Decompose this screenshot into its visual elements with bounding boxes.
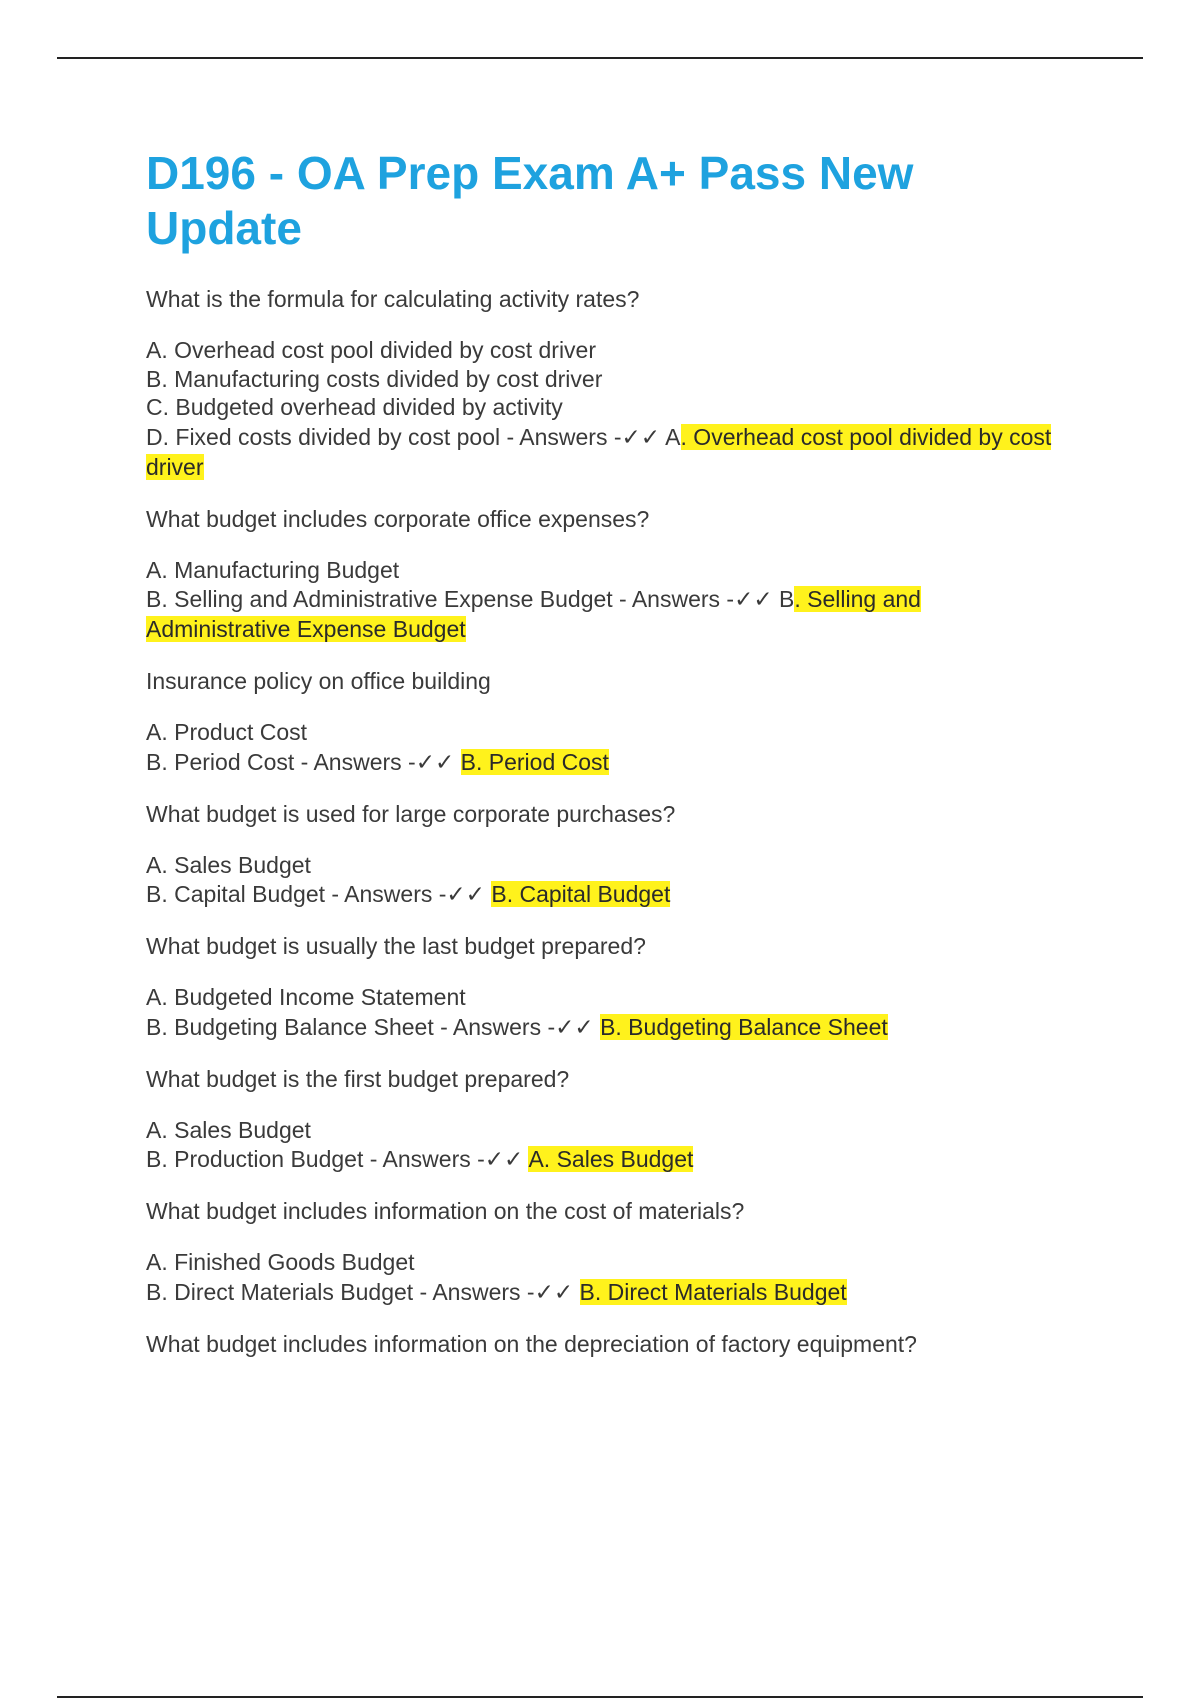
question-text: What budget includes information on the depreciation of factory equipment? — [146, 1330, 917, 1357]
question-text: What is the formula for calculating activity rates? — [146, 286, 640, 312]
options-list — [146, 1116, 1066, 1175]
options-list — [146, 336, 1066, 482]
footer-rule — [57, 1696, 1143, 1698]
option-with-answer — [146, 584, 1066, 644]
options-list — [146, 556, 1066, 645]
answer-highlight: A. Sales Budget — [528, 1146, 694, 1172]
option: C. Budgeted overhead divided by activity — [146, 394, 563, 420]
option-with-answer — [146, 1144, 1066, 1174]
question-block — [146, 666, 1066, 777]
header-rule — [57, 57, 1143, 59]
option-with-answer — [146, 422, 1066, 482]
answer-highlight: B. Budgeting Balance Sheet — [600, 1013, 888, 1040]
options-list — [146, 983, 1066, 1042]
option: A. Finished Goods Budget — [146, 1249, 415, 1275]
document-body — [146, 146, 1066, 1381]
option-with-answer — [146, 879, 1066, 909]
question-block — [146, 284, 1066, 482]
option-text: B. Direct Materials Budget - Answers -✓✓ — [146, 1278, 580, 1305]
option: A. Manufacturing Budget — [146, 556, 400, 583]
answer-highlight: . Overhead cost pool divided by cost driver — [146, 423, 1052, 480]
question-text: What budget is the first budget prepared? — [146, 1065, 570, 1092]
question-text: Insurance policy on office building — [146, 668, 491, 694]
answer-highlight: B. Capital Budget — [491, 881, 671, 907]
question-block — [146, 931, 1066, 1042]
question-text: What budget includes corporate office expenses? — [146, 505, 650, 532]
options-list — [146, 1248, 1066, 1307]
question-text: What budget includes information on the cost of materials? — [146, 1198, 745, 1224]
option: A. Sales Budget — [146, 851, 311, 878]
option-text: B. Capital Budget - Answers -✓✓ — [146, 881, 492, 907]
question-block — [146, 1064, 1066, 1175]
question-block — [146, 1196, 1066, 1307]
options-list — [146, 851, 1066, 910]
option: B. Manufacturing costs divided by cost driver — [146, 365, 603, 392]
option-with-answer — [146, 1277, 1066, 1307]
option-text: B. Selling and Administrative Expense Budget - Answers -✓✓ B — [146, 586, 795, 612]
option-text: B. Production Budget - Answers -✓✓ — [146, 1146, 529, 1172]
question-text: What budget is used for large corporate purchases? — [146, 800, 676, 827]
answer-highlight: . Selling and Administrative Expense Budget — [146, 586, 921, 642]
option: A. Sales Budget — [146, 1116, 311, 1143]
question-block — [146, 1329, 1066, 1359]
document-title: D196 - OA Prep Exam A+ Pass New Update — [146, 147, 914, 254]
option-text: B. Period Cost - Answers -✓✓ — [146, 748, 461, 775]
options-list — [146, 718, 1066, 777]
option-text: B. Budgeting Balance Sheet - Answers -✓✓ — [146, 1013, 601, 1040]
question-text: What budget is usually the last budget prepared? — [146, 933, 646, 959]
option: A. Overhead cost pool divided by cost driver — [146, 337, 597, 363]
answer-highlight: B. Direct Materials Budget — [579, 1278, 847, 1305]
question-block — [146, 504, 1066, 645]
option-with-answer — [146, 1012, 1066, 1042]
option: A. Product Cost — [146, 719, 308, 745]
question-block — [146, 799, 1066, 910]
option: A. Budgeted Income Statement — [146, 984, 466, 1010]
option-with-answer — [146, 747, 1066, 777]
option-text: D. Fixed costs divided by cost pool - Answers -✓✓ A — [146, 423, 681, 450]
answer-highlight: B. Period Cost — [460, 748, 609, 775]
